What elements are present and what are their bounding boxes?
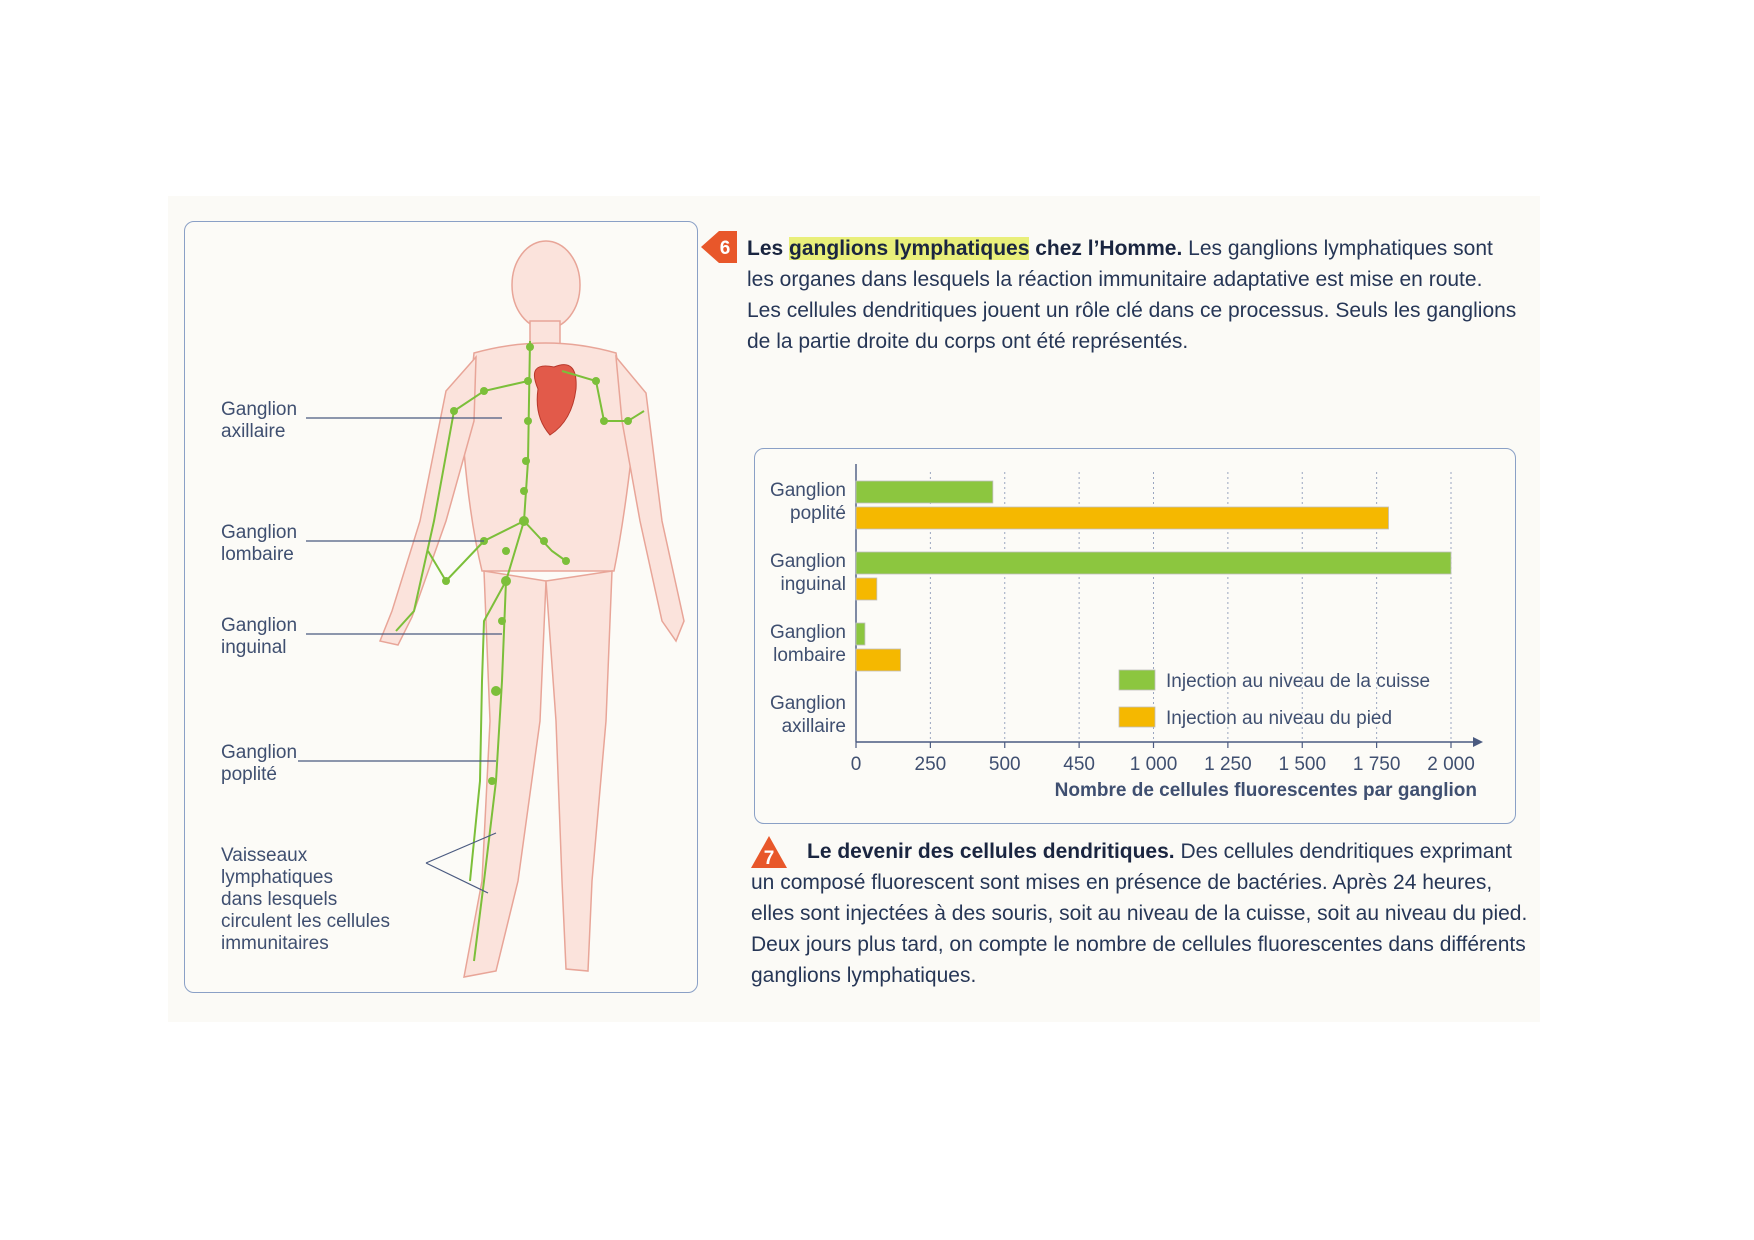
category-label-line1: Ganglion: [769, 693, 846, 714]
figure-6-title: Les ganglions lymphatiques chez l’Homme.: [747, 237, 1183, 260]
bar-pied-2: [856, 649, 901, 671]
figure-7-text: Des cellules dendritiques exprimant un composé fluorescent sont mises en présence de bactéries. Après 24 heures, elles sont injectées à des souris, soit au niveau de la cuisse, soit au niveau du pied. Deux jours plus tard, on compte le nombre de cellules fluorescentes dans différents ganglions lymphatiques.: [751, 840, 1528, 987]
label-ganglion-lombaire: Ganglion lombaire: [221, 522, 298, 565]
category-label-line2: inguinal: [780, 574, 846, 595]
figure-7-bar-chart: [754, 448, 1514, 824]
figure-7-title: Le devenir des cellules dendritiques.: [807, 840, 1175, 863]
leader-vaisseaux-2: [426, 863, 488, 893]
legend-label: Injection au niveau de la cuisse: [1166, 671, 1431, 692]
x-axis-title: Nombre de cellules fluorescentes par ganglion: [1054, 780, 1477, 801]
body-leg-right: [546, 571, 612, 971]
x-tick-label: 1 500: [1278, 754, 1327, 775]
category-label-line1: Ganglion: [769, 551, 846, 572]
body-leg-left: [464, 571, 546, 977]
figure-6-text: Les ganglions lymphatiques sont les organes dans lesquels la réaction immunitaire adaptative est mise en route. Les cellules dendritiques jouent un rôle clé dans ce processus. Seuls les ganglions de la partie droite du corps ont été représentés.: [747, 237, 1517, 353]
label-ganglion-axillaire: Ganglion axillaire: [221, 399, 298, 442]
bar-cuisse-2: [856, 623, 865, 645]
category-label-line2: axillaire: [781, 716, 846, 737]
body-arm-left: [380, 357, 476, 645]
label-ganglion-inguinal: Ganglion inguinal: [221, 615, 298, 658]
label-ganglion-poplite: Ganglion poplité: [221, 742, 298, 785]
x-tick-label: 1 000: [1129, 754, 1178, 775]
bar-pied-0: [856, 507, 1389, 529]
bar-pied-1: [856, 578, 877, 600]
legend-swatch: [1119, 670, 1155, 690]
x-tick-label: 0: [850, 754, 862, 775]
figure-7-number: 7: [763, 848, 775, 869]
figure-6-badge-icon: [699, 229, 739, 265]
x-tick-label: 250: [914, 754, 947, 775]
x-tick-label: 500: [988, 754, 1021, 775]
category-label-line1: Ganglion: [769, 622, 846, 643]
x-tick-label: 450: [1063, 754, 1095, 775]
x-tick-label: 1 250: [1204, 754, 1252, 775]
legend-swatch: [1119, 707, 1155, 727]
bar-cuisse-1: [856, 552, 1451, 574]
bar-cuisse-0: [856, 481, 993, 503]
label-vaisseaux-lymphatiques: Vaisseaux lymphatiques dans lesquels circulent les cellules immunitaires: [221, 845, 390, 954]
x-tick-label: 2 000: [1427, 754, 1475, 775]
x-axis-arrow: [1473, 737, 1483, 747]
category-label-line1: Ganglion: [769, 480, 846, 501]
body-head: [512, 241, 580, 329]
x-tick-label: 1 750: [1352, 754, 1401, 775]
category-label-line2: lombaire: [773, 645, 846, 666]
figure-6-caption: [747, 233, 1517, 357]
category-label-line2: poplité: [790, 503, 846, 524]
legend-label: Injection au niveau du pied: [1166, 708, 1393, 729]
figure-7-caption: [751, 836, 1541, 991]
figure-6-number: 6: [719, 238, 731, 259]
